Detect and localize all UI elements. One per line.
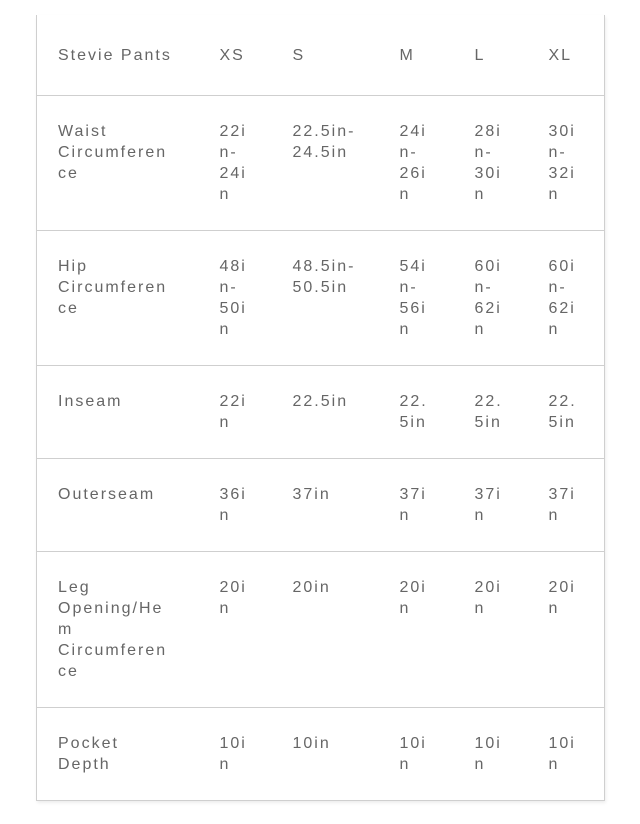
size-value: 22.5in [292,393,349,410]
size-value-cell [199,708,272,801]
measurement-label-cell [37,552,199,708]
size-value-cell [199,552,272,708]
table-row-hip [37,231,605,366]
size-value-cell [199,366,272,459]
size-value: 22.5in-24.5in [292,123,356,161]
size-value: 37in [292,486,331,503]
size-value-cell [528,708,605,801]
size-value-cell [199,96,272,231]
size-value: 48.5in-50.5in [292,258,356,296]
table-row-waist [37,96,605,231]
table-row-outerseam [37,459,605,552]
size-value-cell [379,96,454,231]
measurement-label-cell [37,96,199,231]
size-value: 30in-32in [548,123,576,203]
size-chart-table [36,15,605,801]
size-value-cell [272,459,379,552]
size-header-xs [199,15,272,96]
size-value-cell [454,708,528,801]
size-value: 37in [474,486,502,524]
size-value-cell [379,366,454,459]
size-value-cell [199,459,272,552]
size-header-s [272,15,379,96]
size-value: 10in [219,735,247,773]
size-header-s-label: S [292,47,306,64]
product-name-label: Stevie Pants [58,47,172,64]
size-value: 36in [219,486,247,524]
measurement-label: Hip Circumference [58,258,168,317]
size-value: 28in-30in [474,123,502,203]
size-chart-page [0,15,640,824]
measurement-label: Outerseam [58,486,156,503]
size-value-cell [379,459,454,552]
size-value-cell [379,231,454,366]
size-value-cell [528,552,605,708]
table-row-inseam [37,366,605,459]
size-value: 22.5in [399,393,428,431]
table-row-pocket-depth [37,708,605,801]
size-value: 20in [474,579,502,617]
size-value-cell [528,366,605,459]
size-value: 20in [292,579,331,596]
size-value: 37in [399,486,427,524]
size-value: 10in [548,735,576,773]
size-value-cell [454,96,528,231]
measurement-label: Pocket Depth [58,735,119,773]
size-value-cell [379,552,454,708]
size-header-l [454,15,528,96]
measurement-label-cell [37,231,199,366]
size-value: 20in [219,579,247,617]
size-header-l-label: L [474,47,486,64]
measurement-label-cell [37,708,199,801]
size-value-cell [272,96,379,231]
size-value-cell [528,231,605,366]
size-value: 54in-56in [399,258,427,338]
size-value: 22in-24in [219,123,247,203]
header-row [37,15,605,96]
size-header-m-label: M [399,47,415,64]
size-value-cell [454,366,528,459]
size-value: 10in [474,735,502,773]
size-value: 37in [548,486,576,524]
size-value-cell [454,231,528,366]
size-value: 24in-26in [399,123,427,203]
size-value: 60in-62in [474,258,502,338]
table-row-leg-opening [37,552,605,708]
size-value-cell [379,708,454,801]
size-value-cell [272,231,379,366]
size-value-cell [528,459,605,552]
size-value-cell [199,231,272,366]
size-value-cell [454,459,528,552]
size-header-m [379,15,454,96]
product-name-header [37,15,199,96]
size-value-cell [272,708,379,801]
size-value: 10in [292,735,331,752]
measurement-label: Waist Circumference [58,123,168,182]
size-header-xl [528,15,605,96]
size-value: 10in [399,735,427,773]
measurement-label: Leg Opening/Hem Circumference [58,579,168,680]
size-value: 60in-62in [548,258,576,338]
size-value: 48in-50in [219,258,247,338]
size-value: 20in [548,579,576,617]
measurement-label-cell [37,459,199,552]
size-value: 22.5in [474,393,503,431]
size-value-cell [454,552,528,708]
size-header-xl-label: XL [548,47,573,64]
size-value: 20in [399,579,427,617]
size-value-cell [528,96,605,231]
measurement-label: Inseam [58,393,123,410]
size-value-cell [272,366,379,459]
size-value: 22.5in [548,393,577,431]
measurement-label-cell [37,366,199,459]
size-header-xs-label: XS [219,47,245,64]
size-value: 22in [219,393,247,431]
size-value-cell [272,552,379,708]
